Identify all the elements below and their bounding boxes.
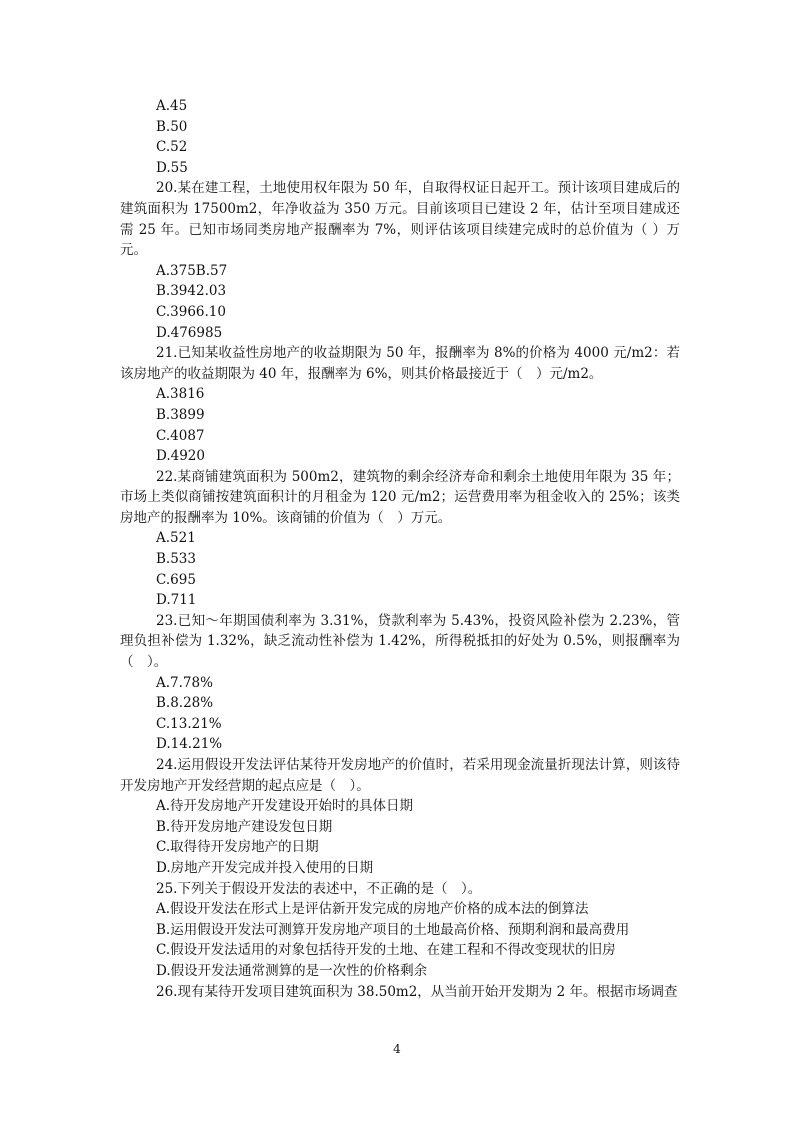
- answer-option: B.待开发房地产建设发包日期: [156, 818, 333, 835]
- answer-option: B.8.28%: [156, 695, 214, 712]
- answer-option: C.假设开发法适用的对象包括待开发的土地、在建工程和不得改变现状的旧房: [156, 942, 616, 959]
- answer-option: C.695: [156, 571, 196, 588]
- answer-option: A.375B.57: [156, 262, 228, 279]
- answer-option: C.3966.10: [156, 303, 226, 320]
- answer-option: A.7.78%: [156, 674, 213, 691]
- answer-option: B.50: [156, 118, 188, 135]
- answer-option: C.4087: [156, 427, 205, 444]
- answer-option: A.45: [156, 98, 188, 114]
- answer-option: A.521: [156, 530, 196, 547]
- page-number: 4: [393, 1042, 401, 1056]
- answer-option: D.4920: [156, 448, 205, 465]
- answer-option: D.14.21%: [156, 736, 223, 753]
- answer-option: A.假设开发法在形式上是评估新开发完成的房地产价格的成本法的倒算法: [156, 901, 589, 918]
- answer-option: D.假设开发法通常测算的是一次性的价格剩余: [156, 962, 428, 979]
- question-text: 23.已知～年期国债利率为 3.31%，贷款利率为 5.43%，投资风险补偿为 2.23%，管理负担补偿为 1.32%，缺乏流动性补偿为 1.42%，所得税抵扣的好处为 0.5%，则报酬率为（ ）。: [120, 612, 680, 671]
- question-text: 24.运用假设开发法评估某待开发房地产的价值时，若采用现金流量折现法计算，则该待开发房地产开发经营期的起点应是（ ）。: [120, 757, 680, 794]
- answer-option: D.711: [156, 592, 197, 609]
- question-text: 20.某在建工程，土地使用权年限为 50 年，自取得权证日起开工。预计该项目建成后的建筑面积为 17500m2，年净收益为 350 万元。目前该项目已建设 2 年，估计至项目建成还需 25 年。已知市场同类房地产报酬率为 7%，则评估该项目续建完成时的总价值为（ ）万元。: [120, 180, 680, 259]
- document-body: [120, 96, 680, 1002]
- question-text: 21.已知某收益性房地产的收益期限为 50 年，报酬率为 8%的价格为 4000 元/m2：若该房地产的收益期限为 40 年，报酬率为 6%，则其价格最接近于（ ）元/m2。: [120, 345, 680, 382]
- question-text: 26.现有某待开发项目建筑面积为 38.50m2，从当前开始开发期为 2 年。根据市场调查: [156, 983, 678, 1000]
- answer-option: B.3899: [156, 406, 205, 423]
- answer-option: D.55: [156, 159, 188, 176]
- answer-option: A.待开发房地产开发建设开始时的具体日期: [156, 798, 414, 815]
- answer-option: D.476985: [156, 324, 223, 341]
- answer-option: B.533: [156, 551, 196, 568]
- answer-option: D.房地产开发完成并投入使用的日期: [156, 859, 374, 876]
- answer-option: B.运用假设开发法可测算开发房地产项目的土地最高价格、预期利润和最高费用: [156, 921, 630, 938]
- answer-option: B.3942.03: [156, 283, 227, 300]
- answer-option: C.13.21%: [156, 715, 222, 732]
- answer-option: C.取得待开发房地产的日期: [156, 839, 319, 856]
- question-text: 22.某商铺建筑面积为 500m2，建筑物的剩余经济寿命和剩余土地使用年限为 35 年；市场上类似商铺按建筑面积计的月租金为 120 元/m2；运营费用率为租金收入的 25%；该类房地产的报酬率为 10%。该商铺的价值为（ ）万元。: [120, 468, 680, 526]
- answer-option: C.52: [156, 139, 188, 156]
- answer-option: A.3816: [156, 386, 205, 403]
- question-text: 25.下列关于假设开发法的表述中，不正确的是（ ）。: [156, 880, 482, 897]
